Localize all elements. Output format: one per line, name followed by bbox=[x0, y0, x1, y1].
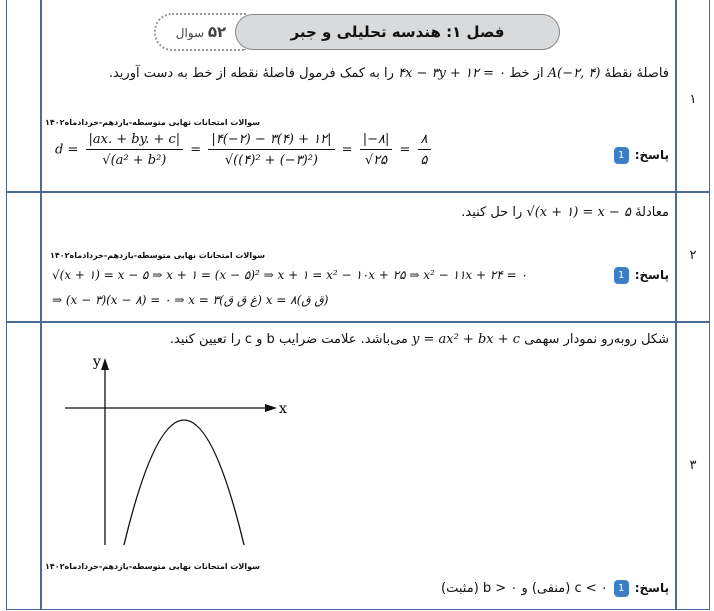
question-count-badge: ۵۲ سوال bbox=[154, 13, 246, 51]
y-axis-label: y bbox=[93, 354, 101, 370]
row-divider bbox=[7, 321, 709, 323]
column-divider bbox=[675, 0, 677, 609]
source-label: سوالات امتحانات نهایی متوسطه-یازدهم-خردادماه۱۴۰۲ bbox=[45, 118, 260, 127]
answer-badge: 1 bbox=[614, 267, 629, 284]
column-divider bbox=[40, 0, 42, 609]
source-label: سوالات امتحانات نهایی متوسطه-یازدهم-خردادماه۱۴۰۲ bbox=[45, 562, 260, 571]
source-label: سوالات امتحانات نهایی متوسطه-یازدهم-خردادماه۱۴۰۲ bbox=[50, 251, 265, 260]
answer-formula: d = $\frac{|ax. + by. + c|}{\text{√(a² + b²)}}$ = $\frac{|۴(-۲) - ۳(۴) + ۱۲|}{\text{√((۴)² + (−۳)²)}}$ = $\frac{|-۸|}{√۲۵}$ = $\frac{۸}{۵}$ bbox=[55, 132, 434, 168]
answer-label: پاسخ:1 bbox=[608, 267, 669, 284]
row-divider bbox=[7, 191, 709, 193]
question-number: ۱ bbox=[689, 92, 697, 107]
question-text: فاصلهٔ نقطهٔ A(−۲, ۴) از خط ۴x − ۳y + ۱۲ = ۰ را به کمک فرمول فاصلهٔ نقطه از خط به دست آورید. bbox=[108, 66, 669, 81]
answer-line-1: √(x + ۱) = x − ۵ ⇒ x + ۱ = (x − ۵)² ⇒ x + ۱ = x² − ۱۰x + ۲۵ ⇒ x² − ۱۱x + ۲۴ = ۰ bbox=[52, 268, 527, 282]
answer-line-2: ⇒ (x − ۳)(x − ۸) = ۰ ⇒ x = ۳(غ ق ق) x = ۸(ق ق) bbox=[52, 293, 329, 307]
question-text: شکل روبه‌رو نمودار سهمی y = ax² + bx + c می‌باشد. علامت ضرایب b و c را تعیین کنید. bbox=[169, 332, 669, 347]
answer-badge: 1 bbox=[614, 147, 629, 164]
answer-row: پاسخ:1c < ۰ (منفی) و b > ۰ (مثبت) bbox=[441, 581, 669, 596]
answer-badge: 1 bbox=[614, 580, 629, 597]
question-text: معادلهٔ √(x + ۱) = x − ۵ را حل کنید. bbox=[461, 205, 669, 220]
y-axis-arrow-icon bbox=[101, 358, 109, 370]
answer-text: c < ۰ (منفی) و b > ۰ (مثبت) bbox=[441, 581, 608, 596]
question-number: ۲ bbox=[689, 248, 697, 263]
parabola-graph bbox=[55, 350, 295, 550]
answer-label: پاسخ:1 bbox=[608, 147, 669, 164]
x-axis-label: x bbox=[279, 401, 287, 417]
x-axis-arrow-icon bbox=[265, 404, 277, 412]
chapter-title: فصل ۱: هندسه تحلیلی و جبر bbox=[235, 14, 560, 50]
parabola-curve bbox=[124, 420, 244, 545]
question-number: ۳ bbox=[689, 458, 697, 473]
